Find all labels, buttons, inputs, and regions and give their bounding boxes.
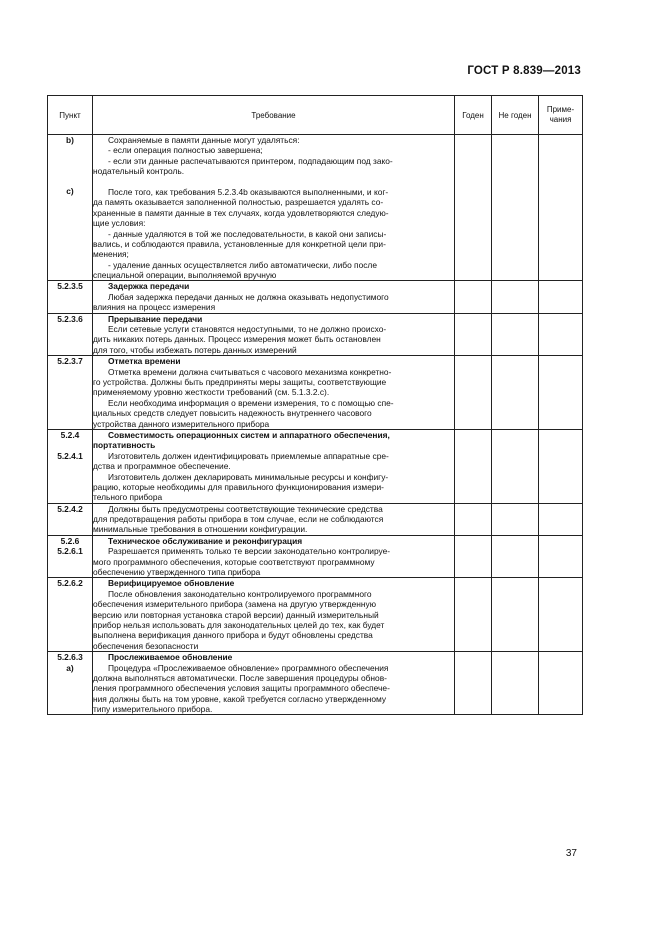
goden-cell[interactable]: [455, 503, 492, 535]
text-line: - удаление данных осуществляется либо автоматически, либо после: [108, 259, 377, 270]
point-cell: [48, 535, 93, 578]
text-line: да память оказывается заполненной полностью, разрешается удалять со-: [93, 197, 384, 208]
text-line: обеспечения измерительного прибора (замена на другую утвержденную: [93, 599, 377, 610]
point-label: 5.2.4.2: [57, 503, 83, 514]
text-line: Процедура «Прослеживаемое обновление» программного обеспечения: [108, 662, 389, 673]
text-line: выполнена верификация данного прибора и будут обновлены средства: [93, 630, 373, 641]
text-line: дить никаких потерь данных. Процесс измерения может быть остановлен: [93, 334, 381, 345]
point-cell: [48, 429, 93, 503]
notes-cell[interactable]: [539, 135, 583, 281]
ne-goden-cell[interactable]: [492, 313, 539, 356]
text-line: типу измерительного прибора.: [93, 704, 213, 715]
point-label: 5.2.3.6: [57, 313, 83, 324]
document-code: ГОСТ Р 8.839—2013: [467, 65, 581, 77]
point-label: 5.2.3.5: [57, 281, 83, 292]
table-row: [48, 652, 583, 715]
text-line: обеспечению утвержденного типа прибора: [93, 567, 261, 578]
ne-goden-cell[interactable]: [492, 356, 539, 430]
point-cell: [48, 578, 93, 652]
col-header-notes: [539, 96, 583, 135]
goden-cell[interactable]: [455, 281, 492, 313]
text-line: Изготовитель должен идентифицировать приемлемые аппаратные сре-: [108, 450, 389, 461]
goden-cell[interactable]: [455, 135, 492, 281]
table-row: [48, 313, 583, 356]
section-title: Прослеживаемое обновление: [108, 652, 233, 663]
section-title: Прерывание передачи: [108, 313, 203, 324]
point-cell: [48, 281, 93, 313]
text-line: тельного прибора: [93, 492, 163, 503]
requirements-table: [47, 95, 583, 715]
text-line: версию или повторная установка старой версии) данный измерительный: [93, 609, 379, 620]
ne-goden-cell[interactable]: [492, 652, 539, 715]
point-cell: [48, 313, 93, 356]
text-line: специальной операции, выполняемой вручную: [93, 270, 277, 281]
text-line: нодательный контроль.: [93, 166, 185, 177]
col-header-notes-line2: чания: [549, 115, 572, 124]
notes-cell[interactable]: [539, 356, 583, 430]
notes-cell[interactable]: [539, 535, 583, 578]
col-header-punkt: Пункт: [48, 96, 93, 135]
point-cell: [48, 652, 93, 715]
notes-cell[interactable]: [539, 429, 583, 503]
text-line: циальных средств следует повысить надежность внутреннего часового: [93, 408, 372, 419]
text-line: Любая задержка передачи данных не должна оказывать недопустимого: [108, 291, 389, 302]
text-line: Сохраняемые в памяти данные могут удаляться:: [108, 135, 300, 145]
table-row: [48, 429, 583, 503]
text-line: ления программного обеспечения условия защиты программного обеспече-: [93, 683, 390, 694]
table-row: [48, 356, 583, 430]
point-cell: [48, 356, 93, 430]
requirement-cell: [93, 356, 455, 430]
text-line: храненные в памяти данные в тех случаях, когда удовлетворяются следую-: [93, 207, 389, 218]
point-label: 5.2.6.3: [57, 652, 83, 663]
ne-goden-cell[interactable]: [492, 135, 539, 281]
point-cell: [48, 503, 93, 535]
text-line: - данные удаляются в той же последовательности, в какой они записы-: [108, 228, 387, 239]
text-line: Изготовитель должен декларировать минимальные ресурсы и конфигу-: [108, 471, 389, 482]
requirement-cell: [93, 578, 455, 652]
requirement-cell: [93, 313, 455, 356]
text-line: минимальные требования в отношении конфигурации.: [93, 524, 308, 535]
col-header-ne-goden: Не годен: [492, 96, 539, 135]
text-line: Разрешается применять только те версии законодательно контролируе-: [108, 546, 391, 557]
text-line: менения;: [93, 249, 129, 260]
requirement-cell: [93, 135, 455, 281]
section-title: Техническое обслуживание и реконфигурация: [108, 535, 303, 546]
text-line: ния должны быть на том уровне, какой требуется согласно утвержденному: [93, 693, 387, 704]
text-line: После обновления законодательно контролируемого программного: [108, 588, 372, 599]
table-row: [48, 503, 583, 535]
text-line: прибор нельзя использовать для законодательных целей до тех, как будет: [93, 619, 385, 630]
text-line: го устройства. Должны быть предприняты меры защиты, соответствующие: [93, 376, 387, 387]
text-line: влияния на процесс измерения: [93, 302, 216, 313]
goden-cell[interactable]: [455, 356, 492, 430]
col-header-goden: Годен: [455, 96, 492, 135]
point-label: b): [66, 135, 74, 145]
point-label: 5.2.4.1: [57, 450, 83, 461]
requirement-cell: [93, 652, 455, 715]
point-label: 5.2.4: [60, 429, 80, 440]
col-header-notes-line1: Приме-: [546, 104, 575, 114]
goden-cell[interactable]: [455, 313, 492, 356]
text-line: Должны быть предусмотрены соответствующие технические средства: [108, 503, 383, 514]
text-line: Если необходима информация о времени измерения, то с помощью спе-: [108, 397, 394, 408]
notes-cell[interactable]: [539, 578, 583, 652]
text-line: Отметка времени должна считываться с часового механизма конкретно-: [108, 366, 392, 377]
table-row: [48, 535, 583, 578]
section-title: Отметка времени: [108, 356, 181, 367]
text-line: дства и программное обеспечение.: [93, 461, 231, 472]
text-line: После того, как требования 5.2.3.4b оказываются выполненными, и ког-: [108, 186, 389, 197]
section-title: портативность: [93, 440, 156, 451]
text-line: для предотвращения работы прибора в том случае, если не соблюдаются: [93, 514, 384, 525]
point-label: a): [66, 662, 74, 673]
table-row: [48, 135, 583, 281]
requirement-cell: [93, 429, 455, 503]
text-line: должна выполняться автоматически. После завершения процедуры обнов-: [93, 672, 387, 683]
ne-goden-cell[interactable]: [492, 535, 539, 578]
ne-goden-cell[interactable]: [492, 503, 539, 535]
table-row: [48, 281, 583, 313]
requirement-cell: [93, 535, 455, 578]
point-label: 5.2.6: [60, 535, 80, 546]
table-header-row: [48, 96, 583, 135]
point-label: 5.2.6.1: [57, 546, 83, 557]
goden-cell[interactable]: [455, 535, 492, 578]
goden-cell[interactable]: [455, 578, 492, 652]
section-title: Верифицируемое обновление: [108, 578, 235, 589]
notes-cell[interactable]: [539, 281, 583, 313]
point-label: 5.2.3.7: [57, 356, 83, 367]
page-number: 37: [565, 848, 577, 859]
notes-cell[interactable]: [539, 652, 583, 715]
requirement-cell: [93, 281, 455, 313]
text-line: - если эти данные распечатываются принтером, подпадающим под зако-: [108, 155, 393, 166]
ne-goden-cell[interactable]: [492, 578, 539, 652]
ne-goden-cell[interactable]: [492, 429, 539, 503]
text-line: для того, чтобы избежать потерь данных измерений: [93, 344, 297, 355]
requirement-cell: [93, 503, 455, 535]
col-header-requirement: Требование: [93, 96, 455, 135]
text-line: устройства данного измерительного прибора: [93, 418, 270, 429]
text-line: Если сетевые услуги становятся недоступными, то не должно происхо-: [108, 324, 387, 335]
table-row: [48, 578, 583, 652]
notes-cell[interactable]: [539, 313, 583, 356]
text-line: щие условия:: [93, 218, 146, 229]
text-line: вались, и соблюдаются правила, установленные для конкретной цели при-: [93, 238, 386, 249]
point-cell: [48, 135, 93, 281]
text-line: рацию, которые необходимы для правильного функционирования измери-: [93, 481, 384, 492]
point-label: c): [66, 186, 74, 197]
section-title: Совместимость операционных систем и аппаратного обеспечения,: [108, 429, 390, 440]
text-line: мого программного обеспечения, которые соответствуют программному: [93, 556, 375, 567]
text-line: обеспечения безопасности: [93, 640, 199, 651]
section-title: Задержка передачи: [108, 281, 190, 292]
ne-goden-cell[interactable]: [492, 281, 539, 313]
goden-cell[interactable]: [455, 429, 492, 503]
text-line: - если операция полностью завершена;: [108, 145, 263, 156]
notes-cell[interactable]: [539, 503, 583, 535]
point-label: 5.2.6.2: [57, 578, 83, 589]
goden-cell[interactable]: [455, 652, 492, 715]
text-line: применяемому уровню жесткости требований (см. 5.1.3.2.с).: [93, 387, 330, 398]
